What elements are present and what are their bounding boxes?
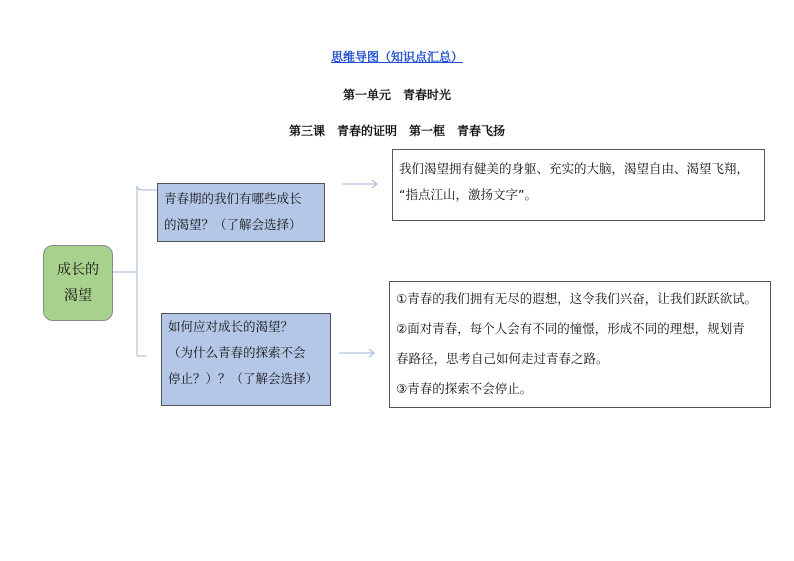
answer-line: “指点江山，激扬文字”。 (399, 187, 537, 202)
answer-line: ②面对青春，每个人会有不同的憧憬，形成不同的理想，规划青 (396, 321, 745, 336)
question-line: 青春期的我们有哪些成长 (164, 191, 302, 206)
question-node-1 (157, 183, 325, 242)
root-line: 成长的 (57, 262, 99, 278)
answer-line: ①青春的我们拥有无尽的遐想，这令我们兴奋，让我们跃跃欲试。 (396, 291, 758, 306)
answer-line: ③青春的探索不会停止。 (396, 381, 533, 396)
arrow-branch-1 (342, 180, 377, 188)
unit-title: 第一单元 青春时光 (342, 88, 451, 102)
lesson-title: 第三课 青春的证明 第一框 青春飞扬 (288, 124, 505, 138)
question-line: 如何应对成长的渴望？ (168, 319, 294, 334)
arrow-branch-2 (339, 349, 374, 357)
mind-map-title: 思维导图（知识点汇总） (330, 50, 463, 64)
root-line: 渴望 (64, 288, 92, 304)
answer-line: 春路径，思考自己如何走过青春之路。 (396, 351, 609, 366)
root-node (43, 245, 113, 321)
question-line: （为什么青春的探索不会 (168, 345, 306, 360)
answer-node-2 (389, 281, 771, 408)
answer-node-1 (392, 149, 765, 221)
question-line: 停止？）？（了解会选择） (168, 371, 319, 386)
question-node-2 (161, 313, 331, 406)
question-line: 的渴望？（了解会选择） (164, 217, 302, 232)
answer-line: 我们渴望拥有健美的身躯、充实的大脑，渴望自由、渴望飞翔， (399, 161, 750, 176)
branch-bracket (113, 186, 157, 356)
